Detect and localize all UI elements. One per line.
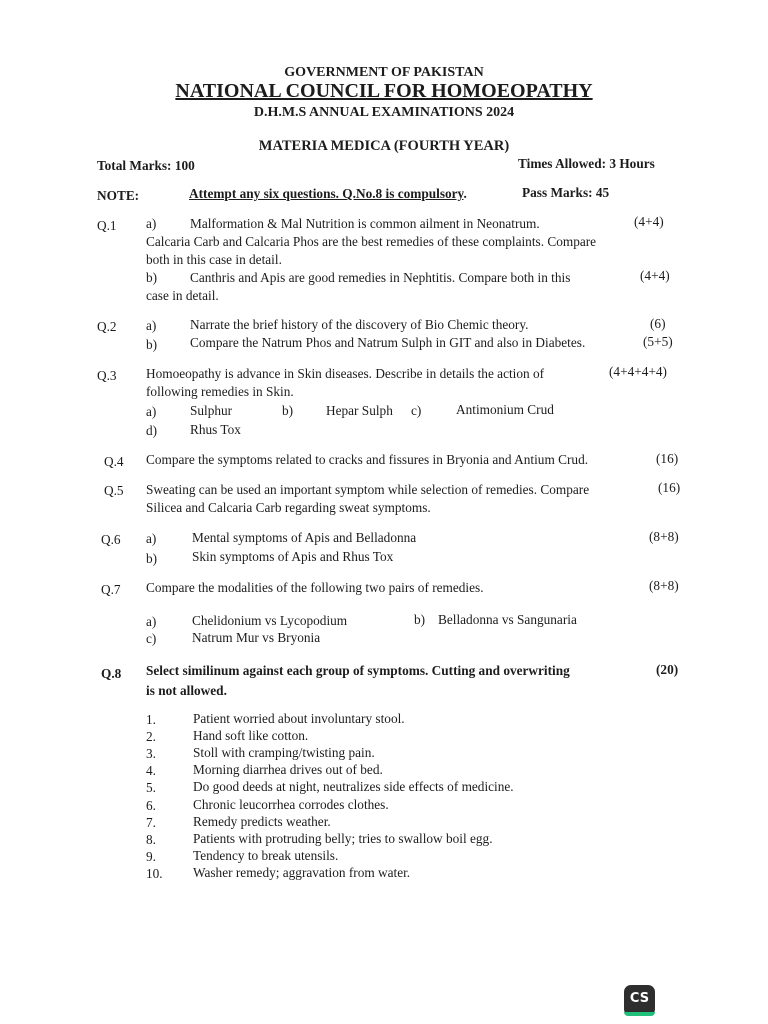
remedy-name: Sulphur [190,403,233,418]
remedy-name: Hepar Sulph [326,403,393,418]
list-item-number: 4. [146,763,156,779]
question-text: Narrate the brief history of the discovery of Bio Chemic theory. [190,317,529,332]
marks: (16) [658,480,681,495]
note-label: NOTE: [97,188,140,203]
list-item: Stoll with cramping/twisting pain. [193,745,375,761]
list-item-number: 9. [146,848,156,864]
part-label: d) [146,423,158,438]
list-item: Tendency to break utensils. [193,847,339,863]
question-text: Select similinum against each group of symptoms. Cutting and overwriting [146,663,570,678]
part-label: b) [282,403,294,418]
camscanner-logo-icon: CS [624,985,655,1016]
list-item-number: 10. [146,865,163,881]
note-text: Attempt any six questions. Q.No.8 is compulsory [189,186,464,201]
list-item: Remedy predicts weather. [193,813,331,829]
question-number: Q.7 [101,582,121,597]
list-item: Chronic leucorrhea corrodes clothes. [193,796,389,812]
marks: (8+8) [649,529,679,544]
pass-marks: Pass Marks: 45 [522,185,610,200]
question-number: Q.3 [97,368,117,383]
part-label: b) [146,270,158,285]
question-text: Mental symptoms of Apis and Belladonna [192,530,417,545]
question-text: Skin symptoms of Apis and Rhus Tox [192,549,394,564]
note-period: . [463,186,467,201]
question-number: Q.2 [97,319,117,334]
list-item: Washer remedy; aggravation from water. [193,864,411,880]
question-number: Q.8 [101,666,122,681]
part-label: b) [146,551,158,566]
question-text: Sweating can be used an important symptom while selection of remedies. Compare [146,482,590,497]
marks: (4+4) [634,214,664,229]
exam-heading: D.H.M.S ANNUAL EXAMINATIONS 2024 [253,105,515,120]
question-number: Q.1 [97,218,117,233]
question-text: Homoeopathy is advance in Skin diseases. Describe in details the action of [146,366,545,381]
part-label: a) [146,531,157,546]
list-item: Hand soft like cotton. [193,728,309,744]
list-item: Do good deeds at night, neutralizes side effects of medicine. [193,779,514,795]
question-text: case in detail. [146,288,219,303]
marks: (20) [656,662,679,677]
council-heading: NATIONAL COUNCIL FOR HOMOEOPATHY [175,80,593,102]
part-label: c) [146,631,157,646]
marks: (8+8) [649,578,679,593]
list-item: Patients with protruding belly; tries to swallow boil egg. [193,830,493,846]
list-item-number: 1. [146,712,156,727]
list-item-number: 2. [146,729,156,745]
part-label: a) [146,318,157,333]
list-item-number: 6. [146,797,156,813]
part-label: b) [146,337,158,352]
question-text: following remedies in Skin. [146,384,294,399]
part-label: b) [414,612,426,627]
time-allowed: Times Allowed: 3 Hours [518,156,655,171]
subject-heading: MATERIA MEDICA (FOURTH YEAR) [258,138,510,154]
marks: (4+4) [640,268,670,283]
marks: (6) [650,316,666,331]
remedy-name: Antimonium Crud [456,402,554,417]
remedy-pair: Belladonna vs Sangunaria [438,612,577,627]
question-number: Q.5 [104,483,124,498]
question-text: Compare the symptoms related to cracks and fissures in Bryonia and Antium Crud. [146,452,589,467]
question-text: Compare the Natrum Phos and Natrum Sulph in GIT and also in Diabetes. [190,335,586,350]
list-item-number: 7. [146,814,156,830]
question-text: is not allowed. [146,683,227,698]
remedy-pair: Chelidonium vs Lycopodium [192,613,348,628]
question-text: Canthris and Apis are good remedies in Nephtitis. Compare both in this [190,270,571,285]
remedy-name: Rhus Tox [190,422,241,437]
marks: (4+4+4+4) [609,364,667,379]
part-label: a) [146,216,157,231]
list-item: Morning diarrhea drives out of bed. [193,762,383,778]
total-marks: Total Marks: 100 [97,158,195,173]
list-item: Patient worried about involuntary stool. [193,711,405,726]
part-label: a) [146,404,157,419]
government-heading: GOVERNMENT OF PAKISTAN [284,65,484,80]
question-text: both in this case in detail. [146,252,282,267]
list-item-number: 5. [146,780,156,796]
marks: (5+5) [643,334,673,349]
part-label: c) [411,403,422,418]
marks: (16) [656,451,679,466]
question-text: Silicea and Calcaria Carb regarding sweat symptoms. [146,500,431,515]
note-instruction [189,186,467,202]
part-label: a) [146,614,157,629]
list-item-number: 3. [146,746,156,762]
question-text: Malformation & Mal Nutrition is common ailment in Neonatrum. [190,216,540,231]
question-text: Calcaria Carb and Calcaria Phos are the best remedies of these complaints. Compare [146,234,597,249]
question-number: Q.6 [101,532,121,547]
question-text: Compare the modalities of the following two pairs of remedies. [146,580,484,595]
question-number: Q.4 [104,454,124,469]
remedy-pair: Natrum Mur vs Bryonia [192,630,321,645]
list-item-number: 8. [146,831,156,847]
